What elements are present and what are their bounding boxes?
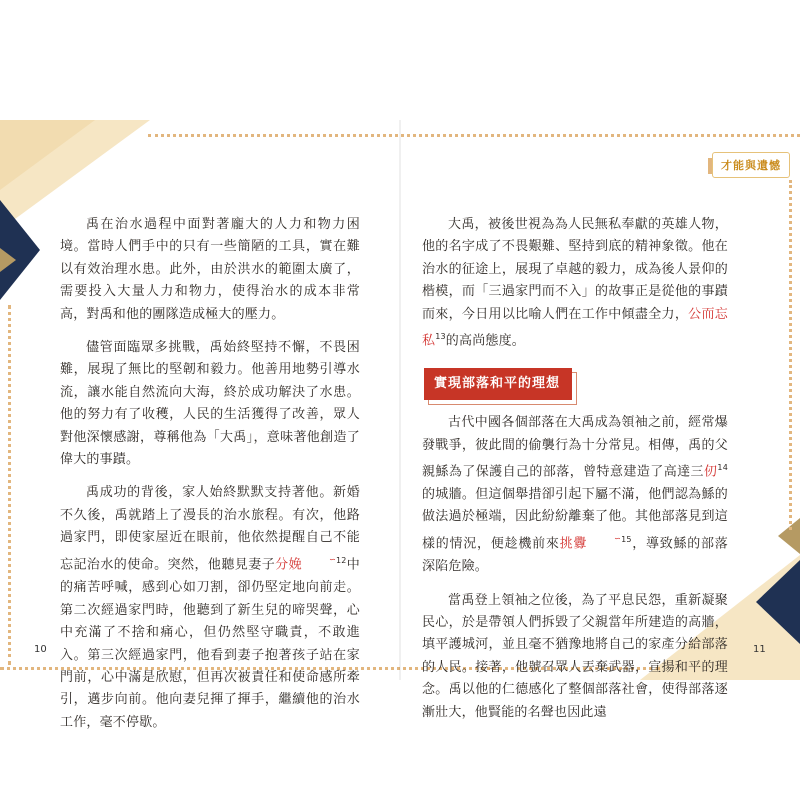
right-paragraph-2-part-b: 的城牆。但這個舉措卻引起下屬不滿，他們認為鯀的做法過於極端，因此紛紛離棄了他。其他部落見到這樣的情況，便趁機前來 (422, 486, 728, 551)
page-number-right: 11 (753, 644, 766, 655)
page-gutter (399, 120, 401, 680)
squiggle-icon: ∽ (329, 555, 336, 565)
squiggle-icon: ∽ (614, 533, 622, 543)
right-paragraph-1-part-a: 大禹，被後世視為為人民無私奉獻的英雄人物，他的名字成了不畏艱難、堅持到底的精神象徵。他在治水的征途上，展現了卓越的毅力，成為後人景仰的楷模，而「三過家門而不入」的故事正是從他的事蹟而來，今日用以比喻人們在工作中傾盡全力， (422, 217, 728, 322)
left-paragraph-3-part-a: 禹成功的背後，家人始終默默支持著他。新婚不久後，禹就踏上了漫長的治水旅程。有次，他路過家門，即使家屋近在眼前，他依然提醒自己不能忘記治水的使命。突然，他聽見妻子 (60, 485, 360, 573)
right-page-text (422, 214, 728, 735)
decor-triangle-navy-right (756, 560, 800, 644)
dotted-border-left (8, 305, 11, 665)
left-page-text (60, 214, 360, 745)
left-paragraph-3-part-b: 中的痛苦呼喊，感到心如刀割，卻仍堅定地向前走。第二次經過家門時，他聽到了新生兒的啼哭聲，心中充滿了不捨和痛心，但仍然堅守職責，不敢進入。第三次經過家門，他看到妻子抱著孩子站在家門前，心中滿是欣慰，但再次被責任和使命感所牽引，邁步向前。他向妻兒揮了揮手，繼續他的治水工作，毫不停歇。 (60, 557, 361, 730)
right-paragraph-3: 當禹登上領袖之位後，為了平息民怨，重新凝聚民心，於是帶領人們拆毀了父親當年所建造的高牆，填平護城河，並且毫不猶豫地將自己的家產分給部落的人民。接著，他號召眾人丟棄武器，宣揚和平的理念。禹以他的仁德感化了整個部落社會，使得部落逐漸壯大，他賢能的名聲也因此遠 (422, 592, 728, 720)
vocab-term-gongerwangsi[interactable]: 公而忘私 (422, 306, 728, 349)
right-paragraph-2-part-a: 古代中國各個部落在大禹成為領袖之前，經常爆發戰爭，彼此間的偷襲行為十分常見。相傳，禹的父親鯀為了保護自己的部落，曾特意建造了高達三 (422, 415, 728, 480)
dotted-border-top (148, 134, 800, 137)
vocab-term-ren[interactable]: 仞 (703, 464, 718, 480)
footnote-marker-14[interactable]: 14 (717, 462, 729, 472)
left-paragraph-2: 儘管面臨眾多挑戰，禹始終堅持不懈，不畏困難，展現了無比的堅韌和毅力。他善用地勢引導水流，讓水能自然流向大海，終於成功解決了水患。他的努力有了收穫，人民的生活獲得了改善，眾人對他深懷感謝，尊稱他為「大禹」，意味著他創造了偉大的事蹟。 (60, 340, 360, 468)
footnote-marker-12[interactable]: 12 (335, 555, 347, 565)
dotted-border-right (789, 180, 792, 530)
chapter-badge (712, 152, 790, 178)
chapter-badge-label: 才能與遺憾 (721, 159, 781, 172)
right-paragraph-2-part-c: ，導致鯀的部落深陷危險。 (422, 535, 728, 575)
vocab-term-fenmian[interactable]: 分娩 (275, 557, 303, 573)
right-paragraph-1-part-b: 的高尚態度。 (445, 333, 525, 349)
book-spread (0, 120, 800, 730)
footnote-marker-13[interactable]: 13 (435, 332, 446, 342)
left-paragraph-3 (60, 482, 360, 734)
page-number-left: 10 (34, 644, 47, 655)
decor-triangle-cream-top-left-inner (0, 120, 95, 190)
vocab-term-tiaoxin[interactable]: 挑釁 (559, 535, 588, 551)
decor-triangle-gold-left (0, 248, 16, 272)
footnote-marker-15[interactable]: 15 (621, 534, 632, 544)
right-paragraph-2 (422, 412, 728, 579)
left-paragraph-1: 禹在治水過程中面對著龐大的人力和物力困境。當時人們手中的只有一些簡陋的工具，實在難以有效治理水患。此外，由於洪水的範圍太廣了，需要投入大量人力和物力，使得治水的成本非常高，對禹和他的團隊造成極大的壓力。 (60, 217, 360, 322)
right-paragraph-1 (422, 214, 728, 353)
section-heading: 實現部落和平的理想 (424, 368, 572, 400)
section-heading-wrap (422, 364, 728, 412)
